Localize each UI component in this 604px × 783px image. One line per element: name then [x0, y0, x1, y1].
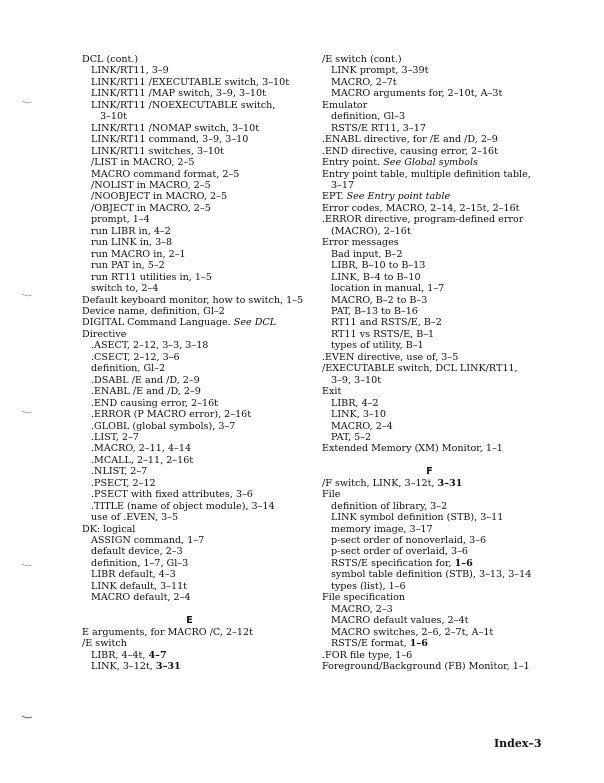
scan-mark	[22, 89, 32, 93]
entry-text: 3–31	[155, 660, 181, 672]
index-entry	[322, 146, 582, 157]
entry-text: p-sect order of nonoverlaid, 3–6	[331, 535, 487, 546]
entry-text: definition of library, 3–2	[331, 500, 448, 512]
entry-text: types of utility, B–1	[331, 340, 424, 352]
entry-text: File specification	[322, 592, 406, 604]
index-entry	[322, 54, 582, 65]
index-subentry	[82, 569, 342, 580]
entry-text: LIBR, B–10 to B–13	[331, 260, 426, 272]
section-letter: E	[186, 615, 193, 627]
entry-text: PAT, 5–2	[331, 431, 372, 443]
index-subentry	[322, 581, 582, 592]
index-subentry	[82, 340, 342, 351]
entry-text: Foreground/Background (FB) Monitor, 1–1	[322, 660, 530, 672]
index-subentry	[82, 191, 342, 202]
index-entry	[82, 524, 342, 535]
entry-text: /E switch	[82, 638, 127, 650]
entry-text: use of .EVEN, 3–5	[91, 512, 179, 524]
index-subentry	[322, 65, 582, 76]
index-column-left	[82, 54, 342, 672]
entry-text: .ERROR directive, program-defined error	[322, 214, 524, 226]
index-subentry	[82, 558, 342, 569]
index-subentry	[322, 546, 582, 557]
index-subentry	[82, 226, 342, 237]
entry-text: .END directive, causing error, 2–16t	[322, 145, 499, 157]
entry-text: LINK/RT11 /NOEXECUTABLE switch,	[91, 99, 276, 111]
entry-text: types (list), 1–6	[331, 580, 406, 592]
entry-text: Entry point table, multiple definition table,	[322, 168, 531, 180]
entry-text: RSTS/E RT11, 3–17	[331, 122, 426, 134]
index-subentry	[82, 272, 342, 283]
index-entry	[322, 191, 582, 202]
entry-text: /E switch (cont.)	[322, 54, 402, 65]
entry-text: 3–31	[437, 477, 463, 489]
index-subentry	[82, 489, 342, 500]
entry-text: /LIST in MACRO, 2–5	[91, 157, 195, 169]
index-subentry	[322, 421, 582, 432]
index-subentry	[322, 524, 582, 535]
entry-text: Directive	[82, 328, 127, 340]
entry-text: See DCL	[233, 317, 277, 329]
index-subentry	[82, 409, 342, 420]
index-subentry	[322, 501, 582, 512]
index-subentry	[82, 546, 342, 557]
entry-text: LINK/RT11, 3–9	[91, 65, 169, 77]
index-subentry	[82, 134, 342, 145]
entry-text: MACRO default, 2–4	[91, 592, 191, 604]
index-subentry	[322, 226, 582, 237]
entry-text: .MACRO, 2–11, 4–14	[91, 443, 192, 455]
index-entry	[322, 661, 582, 672]
index-subentry	[82, 260, 342, 271]
index-entry	[322, 443, 582, 454]
index-subentry	[82, 157, 342, 168]
entry-text: run LIBR in, 4–2	[91, 225, 171, 237]
section-letter: F	[426, 466, 433, 478]
index-subentry	[82, 123, 342, 134]
entry-text: .DSABL /E and /D, 2–9	[91, 374, 200, 386]
index-subentry	[82, 421, 342, 432]
entry-text: RT11 vs RSTS/E, B–1	[331, 328, 435, 340]
entry-text: (MACRO), 2–16t	[331, 225, 411, 237]
entry-text: /F switch, LINK, 3–12t,	[322, 477, 438, 489]
index-subentry	[322, 260, 582, 271]
entry-text: EPT.	[322, 191, 347, 203]
entry-text: .ENABL /E and /D, 2–9	[91, 386, 201, 398]
entry-text: Error codes, MACRO, 2–14, 2–15t, 2–16t	[322, 202, 520, 214]
index-subentry	[82, 203, 342, 214]
entry-text: LIBR, 4–4t,	[91, 649, 149, 661]
entry-text: location in manual, 1–7	[331, 283, 445, 295]
entry-text: MACRO, 2–3	[331, 603, 393, 615]
index-column-right	[322, 54, 582, 672]
index-subentry	[322, 627, 582, 638]
index-subentry	[82, 592, 342, 603]
index-subentry	[322, 375, 582, 386]
entry-text: LINK/RT11 switches, 3–10t	[91, 145, 224, 157]
index-subentry	[82, 283, 342, 294]
index-subentry	[322, 638, 582, 649]
entry-text: .ASECT, 2–12, 3–3, 3–18	[91, 340, 209, 352]
index-subentry	[82, 77, 342, 88]
entry-text: DIGITAL Command Language.	[82, 317, 234, 329]
index-entry	[82, 627, 342, 638]
index-subentry	[82, 432, 342, 443]
entry-text: .MCALL, 2–11, 2–16t	[91, 454, 194, 466]
index-subentry	[322, 88, 582, 99]
entry-text: 1–6	[454, 557, 473, 569]
index-entry	[322, 203, 582, 214]
entry-text: LIBR default, 4–3	[91, 569, 176, 581]
index-subentry	[322, 340, 582, 351]
index-subentry	[322, 111, 582, 122]
entry-text: ASSIGN command, 1–7	[91, 535, 205, 547]
index-entry	[322, 352, 582, 363]
entry-text: memory image, 3–17	[331, 523, 433, 535]
entry-text: RT11 and RSTS/E, B–2	[331, 317, 442, 329]
entry-text: LINK, B–4 to B–10	[331, 271, 421, 283]
entry-text: DK: logical	[82, 523, 136, 535]
entry-text: Extended Memory (XM) Monitor, 1–1	[322, 443, 503, 455]
entry-text: Entry point.	[322, 157, 384, 169]
entry-text: RSTS/E format,	[331, 638, 410, 650]
entry-text: LINK prompt, 3–39t	[331, 65, 429, 77]
index-subentry	[322, 615, 582, 626]
entry-text: Bad input, B–2	[331, 248, 403, 260]
index-subentry	[82, 478, 342, 489]
index-entry	[322, 386, 582, 397]
index-subentry	[82, 535, 342, 546]
index-entry	[82, 295, 342, 306]
index-entry	[322, 169, 582, 180]
entry-text: MACRO default values, 2–4t	[331, 615, 469, 627]
entry-text: MACRO, B–2 to B–3	[331, 294, 428, 306]
entry-text: See Global symbols	[383, 157, 479, 169]
entry-text: Emulator	[322, 99, 368, 111]
entry-text: 3–17	[331, 179, 355, 191]
entry-text: MACRO arguments for, 2–10t, A–3t	[331, 88, 503, 100]
index-entry	[322, 592, 582, 603]
index-entry	[322, 134, 582, 145]
entry-text: .NLIST, 2–7	[91, 466, 148, 478]
entry-text: MACRO command format, 2–5	[91, 168, 240, 180]
page-number: Index–3	[494, 737, 542, 750]
index-subentry	[82, 398, 342, 409]
entry-text: LINK default, 3–11t	[91, 580, 188, 592]
entry-text: p-sect order of overlaid, 3–6	[331, 546, 469, 558]
index-subentry	[82, 180, 342, 191]
entry-text: LINK, 3–12t,	[91, 660, 156, 672]
index-subentry	[322, 180, 582, 191]
entry-text: LINK symbol definition (STB), 3–11	[331, 512, 504, 524]
index-entry	[322, 478, 582, 489]
scan-mark	[22, 704, 32, 708]
index-subentry	[322, 77, 582, 88]
index-subentry	[82, 88, 342, 99]
index-subentry	[82, 375, 342, 386]
index-subentry	[82, 146, 342, 157]
index-entry	[322, 214, 582, 225]
index-subentry	[82, 501, 342, 512]
index-subentry	[82, 111, 342, 122]
entry-text: /NOOBJECT in MACRO, 2–5	[91, 191, 228, 203]
entry-text: definition, Gl–2	[91, 363, 166, 375]
entry-text: 4–7	[148, 649, 167, 661]
entry-text: run PAT in, 5–2	[91, 260, 165, 272]
entry-text: RSTS/E specification for,	[331, 557, 455, 569]
index-subentry	[322, 249, 582, 260]
index-subentry	[322, 123, 582, 134]
entry-text: Exit	[322, 386, 342, 398]
entry-text: PAT, B–13 to B–16	[331, 305, 418, 317]
entry-text: .LIST, 2–7	[91, 431, 139, 443]
entry-text: run LINK in, 3–8	[91, 237, 173, 249]
entry-text: /EXECUTABLE switch, DCL LINK/RT11,	[322, 363, 518, 375]
entry-text: DCL (cont.)	[82, 54, 139, 65]
index-subentry	[322, 283, 582, 294]
entry-text: run MACRO in, 2–1	[91, 248, 186, 260]
index-entry	[322, 237, 582, 248]
entry-text: LINK, 3–10	[331, 409, 386, 421]
index-subentry	[82, 650, 342, 661]
entry-text: definition, Gl–3	[331, 111, 406, 123]
index-subentry	[322, 317, 582, 328]
entry-text: .EVEN directive, use of, 3–5	[322, 351, 459, 363]
index-subentry	[322, 329, 582, 340]
entry-text: .FOR file type, 1–6	[322, 649, 413, 661]
entry-text: .PSECT with fixed attributes, 3–6	[91, 489, 253, 501]
spacer	[322, 455, 582, 466]
index-subentry	[82, 386, 342, 397]
entry-text: definition, 1–7, Gl–3	[91, 557, 189, 569]
entry-text: Error messages	[322, 237, 399, 249]
entry-text: .ERROR (P MACRO error), 2–16t	[91, 409, 252, 421]
entry-text: .CSECT, 2–12, 3–6	[91, 351, 180, 363]
entry-text: LINK/RT11 /MAP switch, 3–9, 3–10t	[91, 88, 266, 100]
index-subentry	[82, 661, 342, 672]
entry-text: .PSECT, 2–12	[91, 477, 156, 489]
index-subentry	[82, 214, 342, 225]
entry-text: See Entry point table	[346, 191, 451, 203]
entry-text: /NOLIST in MACRO, 2–5	[91, 179, 211, 191]
entry-text: 3–10t	[100, 111, 127, 123]
entry-text: MACRO, 2–4	[331, 420, 393, 432]
index-subentry	[82, 455, 342, 466]
entry-text: LIBR, 4–2	[331, 397, 379, 409]
index-entry	[82, 317, 342, 328]
index-subentry	[82, 581, 342, 592]
index-subentry	[322, 272, 582, 283]
index-entry	[322, 100, 582, 111]
index-entry	[322, 489, 582, 500]
entry-text: symbol table definition (STB), 3–13, 3–14	[331, 569, 532, 581]
index-subentry	[322, 535, 582, 546]
index-entry	[82, 329, 342, 340]
index-subentry	[82, 352, 342, 363]
entry-text: LINK/RT11 /EXECUTABLE switch, 3–10t	[91, 76, 290, 88]
entry-text: /OBJECT in MACRO, 2–5	[91, 202, 211, 214]
entry-text: Default keyboard monitor, how to switch, 1–5	[82, 294, 304, 306]
index-entry	[322, 650, 582, 661]
entry-text: run RT11 utilities in, 1–5	[91, 271, 212, 283]
index-subentry	[322, 569, 582, 580]
index-entry	[322, 363, 582, 374]
index-entry	[82, 306, 342, 317]
spacer	[82, 604, 342, 615]
index-subentry	[322, 432, 582, 443]
entry-text: .ENABL directive, for /E and /D, 2–9	[322, 134, 498, 146]
index-subentry	[322, 398, 582, 409]
entry-text: MACRO switches, 2–6, 2–7t, A–1t	[331, 626, 494, 638]
index-entry	[82, 638, 342, 649]
entry-text: E arguments, for MACRO /C, 2–12t	[82, 626, 253, 638]
index-subentry	[322, 604, 582, 615]
index-subentry	[82, 169, 342, 180]
entry-text: LINK/RT11 /NOMAP switch, 3–10t	[91, 122, 260, 134]
index-subentry	[82, 100, 342, 111]
entry-text: switch to, 2–4	[91, 283, 159, 295]
index-subentry	[322, 306, 582, 317]
entry-text: File	[322, 489, 341, 501]
entry-text: .END causing error, 2–16t	[91, 397, 219, 409]
index-subentry	[82, 443, 342, 454]
index-subentry	[82, 237, 342, 248]
index-subentry	[82, 512, 342, 523]
entry-text: 3–9, 3–10t	[331, 374, 382, 386]
entry-text: Device name, definition, Gl–2	[82, 305, 225, 317]
entry-text: LINK/RT11 command, 3–9, 3–10	[91, 134, 249, 146]
scan-mark	[22, 399, 32, 403]
index-subentry	[322, 295, 582, 306]
index-subentry	[82, 363, 342, 374]
entry-text: .TITLE (name of object module), 3–14	[91, 500, 275, 512]
index-entry	[82, 54, 342, 65]
index-subentry	[322, 409, 582, 420]
index-subentry	[322, 558, 582, 569]
scan-mark	[22, 552, 32, 556]
entry-text: prompt, 1–4	[91, 214, 150, 226]
entry-text: default device, 2–3	[91, 546, 183, 558]
entry-text: 1–6	[409, 638, 428, 650]
entry-text: .GLOBL (global symbols), 3–7	[91, 420, 236, 432]
index-subentry	[322, 512, 582, 523]
entry-text: MACRO, 2–7t	[331, 76, 397, 88]
index-subentry	[82, 65, 342, 76]
index-subentry	[82, 466, 342, 477]
index-subentry	[82, 249, 342, 260]
scan-mark	[22, 282, 32, 286]
index-entry	[322, 157, 582, 168]
